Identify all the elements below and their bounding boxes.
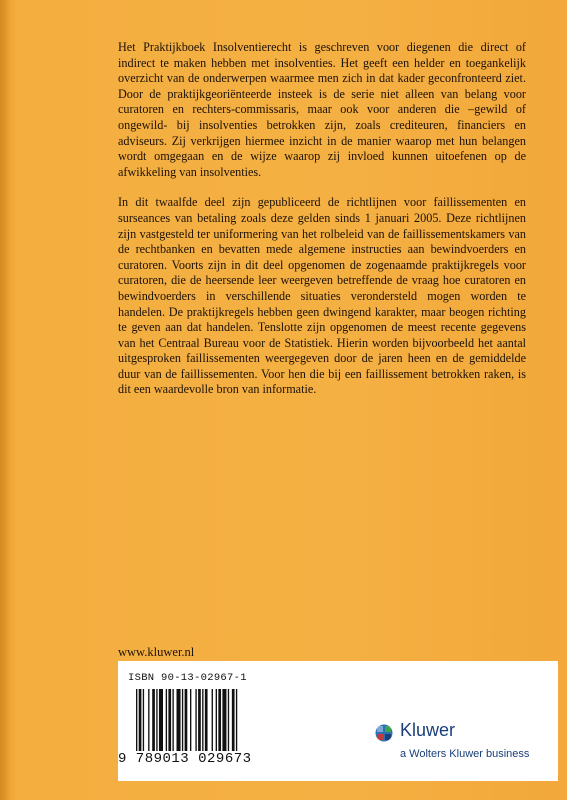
kluwer-globe-icon	[374, 723, 394, 743]
website-link: www.kluwer.nl	[118, 645, 195, 659]
isbn-text: ISBN 90-13-02967-1	[128, 672, 247, 684]
publisher-tagline: a Wolters Kluwer business	[400, 748, 530, 760]
publisher-name: Kluwer	[400, 720, 456, 740]
blurb-paragraph-2: In dit twaalfde deel zijn gepubliceerd de richtlijnen voor faillissementen en surseances van betaling zoals deze gelden sinds 1 januari 2005. Deze richtlijnen zijn vastgesteld ter uniformering van het rolbeleid van de faillissementskamers van de rechtbanken en bevatten mede algemene instructies aan bewindvoerders en curatoren. Voorts zijn in dit deel opgenomen de zogenaamde praktijkregels voor curatoren, die de heersende leer weergeven betreffende de vraag hoe curatoren en bewindvoerders in verschillende situaties verondersteld mogen worden te handelen. De praktijkregels hebben geen dwingend karakter, maar beogen richting te geven aan dat handelen. Tenslotte zijn opgenomen de meest recente gegevens van het Centraal Bureau voor de Statistiek. Hierin worden bijvoorbeeld het aantal uitgesproken faillissementen weergegeven door de jaren heen en de gemiddelde duur van de faillissementen. Voor hen die bij een faillissement betrokken raken, is dit een waardevolle bron van informatie.	[118, 195, 526, 397]
barcode-image	[134, 689, 279, 751]
blurb-text	[118, 40, 526, 413]
blurb-paragraph-1: Het Praktijkboek Insolventierecht is geschreven voor diegenen die direct of indirect te maken hebben met insolventies. Het geeft een helder en toegankelijk overzicht van de onderwerpen waarmee men zich in dat kader geconfronteerd ziet. Door de praktijkgeoriënteerde insteek is de serie niet alleen van belang voor curatoren en rechters-commissaris, maar ook voor anderen die –gewild of ongewild- bij insolventies betrokken zijn, zoals crediteuren, financiers en adviseurs. Zij verkrijgen hiermee inzicht in de manier waarop met hun belangen wordt omgegaan en de wijze waarop zij invloed kunnen uitoefenen op de afwikkeling van insolventies.	[118, 40, 526, 179]
ean-number: 9 789013 029673	[118, 751, 252, 767]
barcode-panel	[118, 661, 558, 781]
